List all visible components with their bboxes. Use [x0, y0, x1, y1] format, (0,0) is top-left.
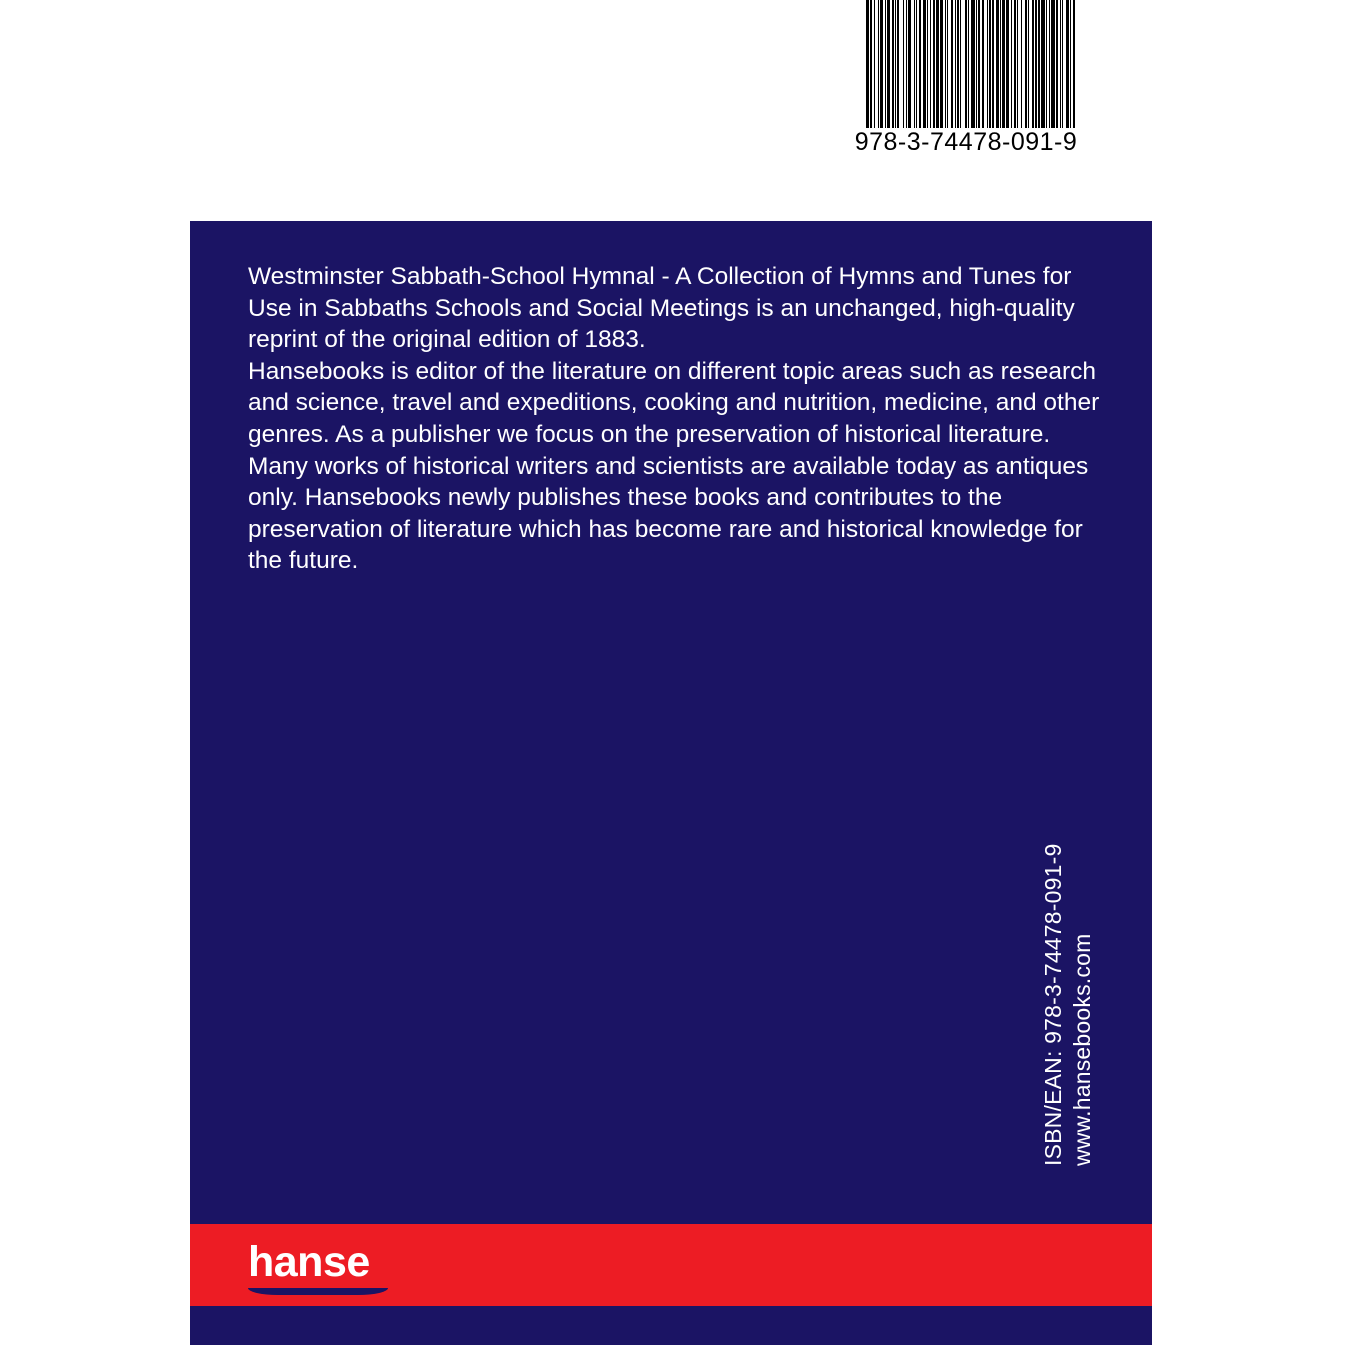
publisher-footer-band [190, 1224, 1152, 1306]
barcode-icon [866, 0, 1078, 128]
blurb-paragraph-2: Hansebooks is editor of the literature on different topic areas such as research and science, travel and expeditions, cooking and nutrition, medicine, and other genres. As a publisher we focus on the preservation of historical literature. Many works of historical writers and scientists are available today as antiques only. Hansebooks newly publishes these books and contributes to the preservation of literature which has become rare and historical knowledge for the future. [248, 357, 1100, 575]
blurb-paragraph-1: Westminster Sabbath-School Hymnal - A Collection of Hymns and Tunes for Use in Sabbaths Schools and Social Meetings is an unchanged, high-quality reprint of the original edition of 1883. [248, 263, 1075, 354]
vertical-info-block [1040, 806, 1096, 1166]
hanse-logo-text: hanse [248, 1238, 370, 1286]
back-cover-panel [190, 221, 1152, 1345]
cover-bottom-strip [190, 1306, 1152, 1345]
website-vertical-text: www.hansebooks.com [1069, 933, 1095, 1166]
hanse-logo-swash [248, 1288, 388, 1295]
barcode-block [848, 0, 1084, 172]
barcode-isbn-text: 978-3-74478-091-9 [854, 128, 1078, 156]
blurb-text [248, 261, 1103, 577]
isbn-vertical-text: ISBN/EAN: 978-3-74478-091-9 [1040, 843, 1066, 1166]
